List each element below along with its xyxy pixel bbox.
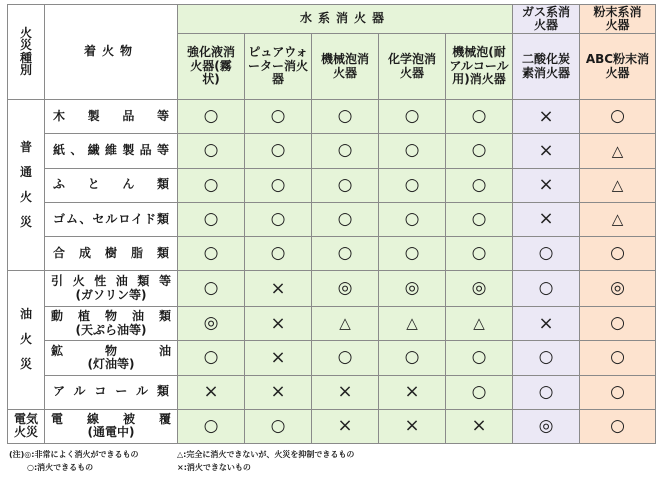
cell-alcohol-resistant-foam — [446, 134, 513, 168]
circle-mark: ○ — [610, 381, 625, 402]
cell-alcohol-resistant-foam — [446, 375, 513, 409]
triangle-mark: △ — [611, 141, 624, 160]
cell-chemical-foam — [379, 168, 446, 202]
type-header-abc-powder — [580, 33, 656, 99]
circle-mark: ○ — [538, 347, 554, 368]
row-label — [45, 341, 178, 375]
circle-mark: ○ — [471, 174, 487, 195]
cell-strengthened-liquid — [178, 409, 245, 443]
cross-mark: × — [404, 415, 420, 437]
cell-abc-powder — [580, 409, 656, 443]
gas-group-header — [513, 5, 580, 34]
cell-co2 — [513, 409, 580, 443]
cell-strengthened-liquid — [178, 375, 245, 409]
category-electrical-fire — [8, 409, 45, 443]
fire-type-header — [8, 5, 45, 100]
cell-mechanical-foam — [312, 100, 379, 134]
table-row — [8, 375, 656, 409]
row-label — [45, 271, 178, 307]
circle-mark: ○ — [337, 106, 353, 127]
cell-abc-powder — [580, 100, 656, 134]
circle-mark: ○ — [203, 106, 219, 127]
fire-type-header-text: 火災種別 — [19, 25, 32, 78]
cell-alcohol-resistant-foam — [446, 202, 513, 236]
circle-mark: ○ — [610, 313, 625, 334]
double-mark: ◎ — [471, 278, 487, 299]
cell-alcohol-resistant-foam — [446, 168, 513, 202]
cell-mechanical-foam — [312, 307, 379, 341]
circle-mark: ○ — [337, 347, 353, 368]
note-triangle: △:完全に消火できないが、火災を抑制できるもの — [177, 450, 355, 459]
cell-alcohol-resistant-foam — [446, 271, 513, 307]
type-header-pure-water — [245, 33, 312, 99]
cell-mechanical-foam — [312, 168, 379, 202]
cross-mark: × — [538, 174, 554, 196]
cell-co2 — [513, 100, 580, 134]
note-double-circle: (注)◎:非常によく消火ができるもの — [9, 450, 139, 459]
category-label: 普通火災 — [19, 139, 32, 230]
triangle-mark: △ — [611, 175, 624, 194]
cell-chemical-foam — [379, 100, 446, 134]
cell-mechanical-foam — [312, 236, 379, 270]
cross-mark: × — [270, 312, 286, 334]
cell-strengthened-liquid — [178, 307, 245, 341]
row-label: 合成樹脂類 — [45, 236, 178, 270]
cell-abc-powder — [580, 271, 656, 307]
table-row — [8, 307, 656, 341]
circle-mark: ○ — [270, 106, 286, 127]
circle-mark: ○ — [538, 278, 554, 299]
type-header-text: ピュアウォーター消火器 — [248, 45, 309, 87]
cell-pure-water — [245, 134, 312, 168]
cell-co2 — [513, 271, 580, 307]
note-circle: ○:消火できるもの — [27, 463, 94, 472]
row-label-main: 引火性油類等 — [51, 274, 171, 289]
row-label — [45, 409, 178, 443]
cell-abc-powder — [580, 375, 656, 409]
cross-mark: × — [270, 381, 286, 403]
type-header-text: 機械泡(耐アルコール用)消火器 — [449, 45, 509, 87]
row-label-main: 鉱物油 — [51, 343, 171, 358]
cell-abc-powder — [580, 168, 656, 202]
circle-mark: ○ — [337, 140, 353, 161]
circle-mark: ○ — [404, 174, 420, 195]
cross-mark: × — [538, 208, 554, 230]
cell-strengthened-liquid — [178, 202, 245, 236]
circle-mark: ○ — [203, 140, 219, 161]
circle-mark: ○ — [270, 242, 286, 263]
row-label: ふとん類 — [45, 168, 178, 202]
circle-mark: ○ — [404, 347, 420, 368]
circle-mark: ○ — [404, 140, 420, 161]
cell-mechanical-foam — [312, 375, 379, 409]
table-row — [8, 409, 656, 443]
cross-mark: × — [337, 381, 353, 403]
cell-chemical-foam — [379, 134, 446, 168]
cell-strengthened-liquid — [178, 168, 245, 202]
cell-alcohol-resistant-foam — [446, 236, 513, 270]
row-label: ゴム、セルロイド類 — [45, 202, 178, 236]
circle-mark: ○ — [270, 415, 286, 436]
cell-chemical-foam — [379, 341, 446, 375]
row-label: 木製品等 — [45, 100, 178, 134]
row-label-sub: (ガソリン等) — [75, 287, 147, 302]
ignition-object-header: 着火物 — [45, 5, 178, 100]
row-label: 紙、繊維製品等 — [45, 134, 178, 168]
water-group-header: 水系消火器 — [178, 5, 513, 34]
cross-mark: × — [270, 346, 286, 368]
cell-pure-water — [245, 409, 312, 443]
triangle-mark: △ — [339, 314, 351, 333]
cell-pure-water — [245, 271, 312, 307]
cell-mechanical-foam — [312, 271, 379, 307]
cell-co2 — [513, 168, 580, 202]
circle-mark: ○ — [337, 208, 353, 229]
row-label-sub: (天ぷら油等) — [75, 322, 147, 337]
cell-co2 — [513, 307, 580, 341]
double-mark: ◎ — [404, 278, 420, 299]
legend-notes — [9, 449, 649, 475]
cell-chemical-foam — [379, 409, 446, 443]
circle-mark: ○ — [471, 381, 487, 402]
circle-mark: ○ — [203, 242, 219, 263]
cell-chemical-foam — [379, 375, 446, 409]
circle-mark: ○ — [203, 347, 219, 368]
circle-mark: ○ — [471, 140, 487, 161]
cell-pure-water — [245, 307, 312, 341]
cell-strengthened-liquid — [178, 134, 245, 168]
circle-mark: ○ — [471, 208, 487, 229]
cell-mechanical-foam — [312, 341, 379, 375]
category-label: 油火災 — [19, 307, 32, 372]
row-label-main: 電線被覆 — [51, 411, 171, 426]
type-header-chemical-foam — [379, 33, 446, 99]
circle-mark: ○ — [404, 242, 420, 263]
cell-abc-powder — [580, 134, 656, 168]
cell-chemical-foam — [379, 236, 446, 270]
cell-pure-water — [245, 202, 312, 236]
cross-mark: × — [203, 381, 219, 403]
cell-strengthened-liquid — [178, 341, 245, 375]
category-label: 電気火災 — [13, 412, 38, 439]
category-ordinary-fire — [8, 100, 45, 271]
double-mark: ◎ — [610, 278, 625, 299]
cell-abc-powder — [580, 307, 656, 341]
type-header-mechanical-foam — [312, 33, 379, 99]
table-row — [8, 271, 656, 307]
circle-mark: ○ — [270, 140, 286, 161]
triangle-mark: △ — [611, 209, 624, 228]
cross-mark: × — [538, 312, 554, 334]
cell-co2 — [513, 236, 580, 270]
triangle-mark: △ — [406, 314, 418, 333]
cross-mark: × — [538, 139, 554, 161]
circle-mark: ○ — [337, 242, 353, 263]
cell-co2 — [513, 134, 580, 168]
cell-pure-water — [245, 236, 312, 270]
row-label — [45, 307, 178, 341]
row-label-sub: (通電中) — [87, 425, 135, 440]
cell-strengthened-liquid — [178, 100, 245, 134]
type-header-text: 強化液消火器(霧状) — [186, 45, 235, 87]
circle-mark: ○ — [610, 415, 625, 436]
circle-mark: ○ — [203, 278, 219, 299]
circle-mark: ○ — [538, 242, 554, 263]
circle-mark: ○ — [203, 174, 219, 195]
circle-mark: ○ — [610, 242, 625, 263]
cross-mark: × — [337, 415, 353, 437]
type-header-alcohol-resistant-foam — [446, 33, 513, 99]
circle-mark: ○ — [471, 347, 487, 368]
category-oil-fire — [8, 271, 45, 410]
circle-mark: ○ — [538, 381, 554, 402]
table-row — [8, 202, 656, 236]
cell-chemical-foam — [379, 307, 446, 341]
circle-mark: ○ — [610, 106, 625, 127]
cell-pure-water — [245, 100, 312, 134]
circle-mark: ○ — [471, 242, 487, 263]
cell-co2 — [513, 341, 580, 375]
cell-alcohol-resistant-foam — [446, 100, 513, 134]
cross-mark: × — [471, 415, 487, 437]
cell-co2 — [513, 375, 580, 409]
double-mark: ◎ — [538, 415, 554, 436]
table-row — [8, 168, 656, 202]
circle-mark: ○ — [404, 106, 420, 127]
cell-strengthened-liquid — [178, 236, 245, 270]
type-header-text: ABC粉末消火器 — [585, 52, 650, 80]
triangle-mark: △ — [473, 314, 485, 333]
cell-pure-water — [245, 341, 312, 375]
cell-abc-powder — [580, 236, 656, 270]
circle-mark: ○ — [471, 106, 487, 127]
row-label: アルコール類 — [45, 375, 178, 409]
cell-abc-powder — [580, 341, 656, 375]
double-mark: ◎ — [203, 313, 219, 334]
cell-abc-powder — [580, 202, 656, 236]
circle-mark: ○ — [610, 347, 625, 368]
powder-group-header — [580, 5, 656, 34]
extinguisher-suitability-table — [7, 4, 656, 444]
type-header-text: 二酸化炭素消火器 — [521, 52, 570, 80]
cell-pure-water — [245, 375, 312, 409]
cell-strengthened-liquid — [178, 271, 245, 307]
circle-mark: ○ — [203, 415, 219, 436]
type-header-co2 — [513, 33, 580, 99]
cross-mark: × — [538, 105, 554, 127]
cell-chemical-foam — [379, 202, 446, 236]
cell-alcohol-resistant-foam — [446, 409, 513, 443]
note-cross: ×:消火できないもの — [177, 463, 251, 472]
type-header-text: 機械泡消火器 — [320, 52, 369, 80]
double-mark: ◎ — [337, 278, 353, 299]
cell-chemical-foam — [379, 271, 446, 307]
cell-mechanical-foam — [312, 134, 379, 168]
circle-mark: ○ — [270, 208, 286, 229]
cell-co2 — [513, 202, 580, 236]
circle-mark: ○ — [203, 208, 219, 229]
circle-mark: ○ — [404, 208, 420, 229]
table-row — [8, 341, 656, 375]
gas-group-header-text: ガス系消火器 — [521, 4, 570, 32]
circle-mark: ○ — [337, 174, 353, 195]
circle-mark: ○ — [270, 174, 286, 195]
row-label-main: 動植物油類 — [51, 309, 171, 324]
powder-group-header-text: 粉末系消火器 — [593, 4, 642, 32]
cross-mark: × — [404, 381, 420, 403]
cell-alcohol-resistant-foam — [446, 307, 513, 341]
type-header-strengthened-liquid — [178, 33, 245, 99]
cell-pure-water — [245, 168, 312, 202]
type-header-text: 化学泡消火器 — [387, 52, 436, 80]
table-row — [8, 134, 656, 168]
cell-mechanical-foam — [312, 409, 379, 443]
cross-mark: × — [270, 277, 286, 299]
row-label-sub: (灯油等) — [87, 356, 135, 371]
table-row — [8, 236, 656, 270]
cell-mechanical-foam — [312, 202, 379, 236]
table-row — [8, 100, 656, 134]
cell-alcohol-resistant-foam — [446, 341, 513, 375]
